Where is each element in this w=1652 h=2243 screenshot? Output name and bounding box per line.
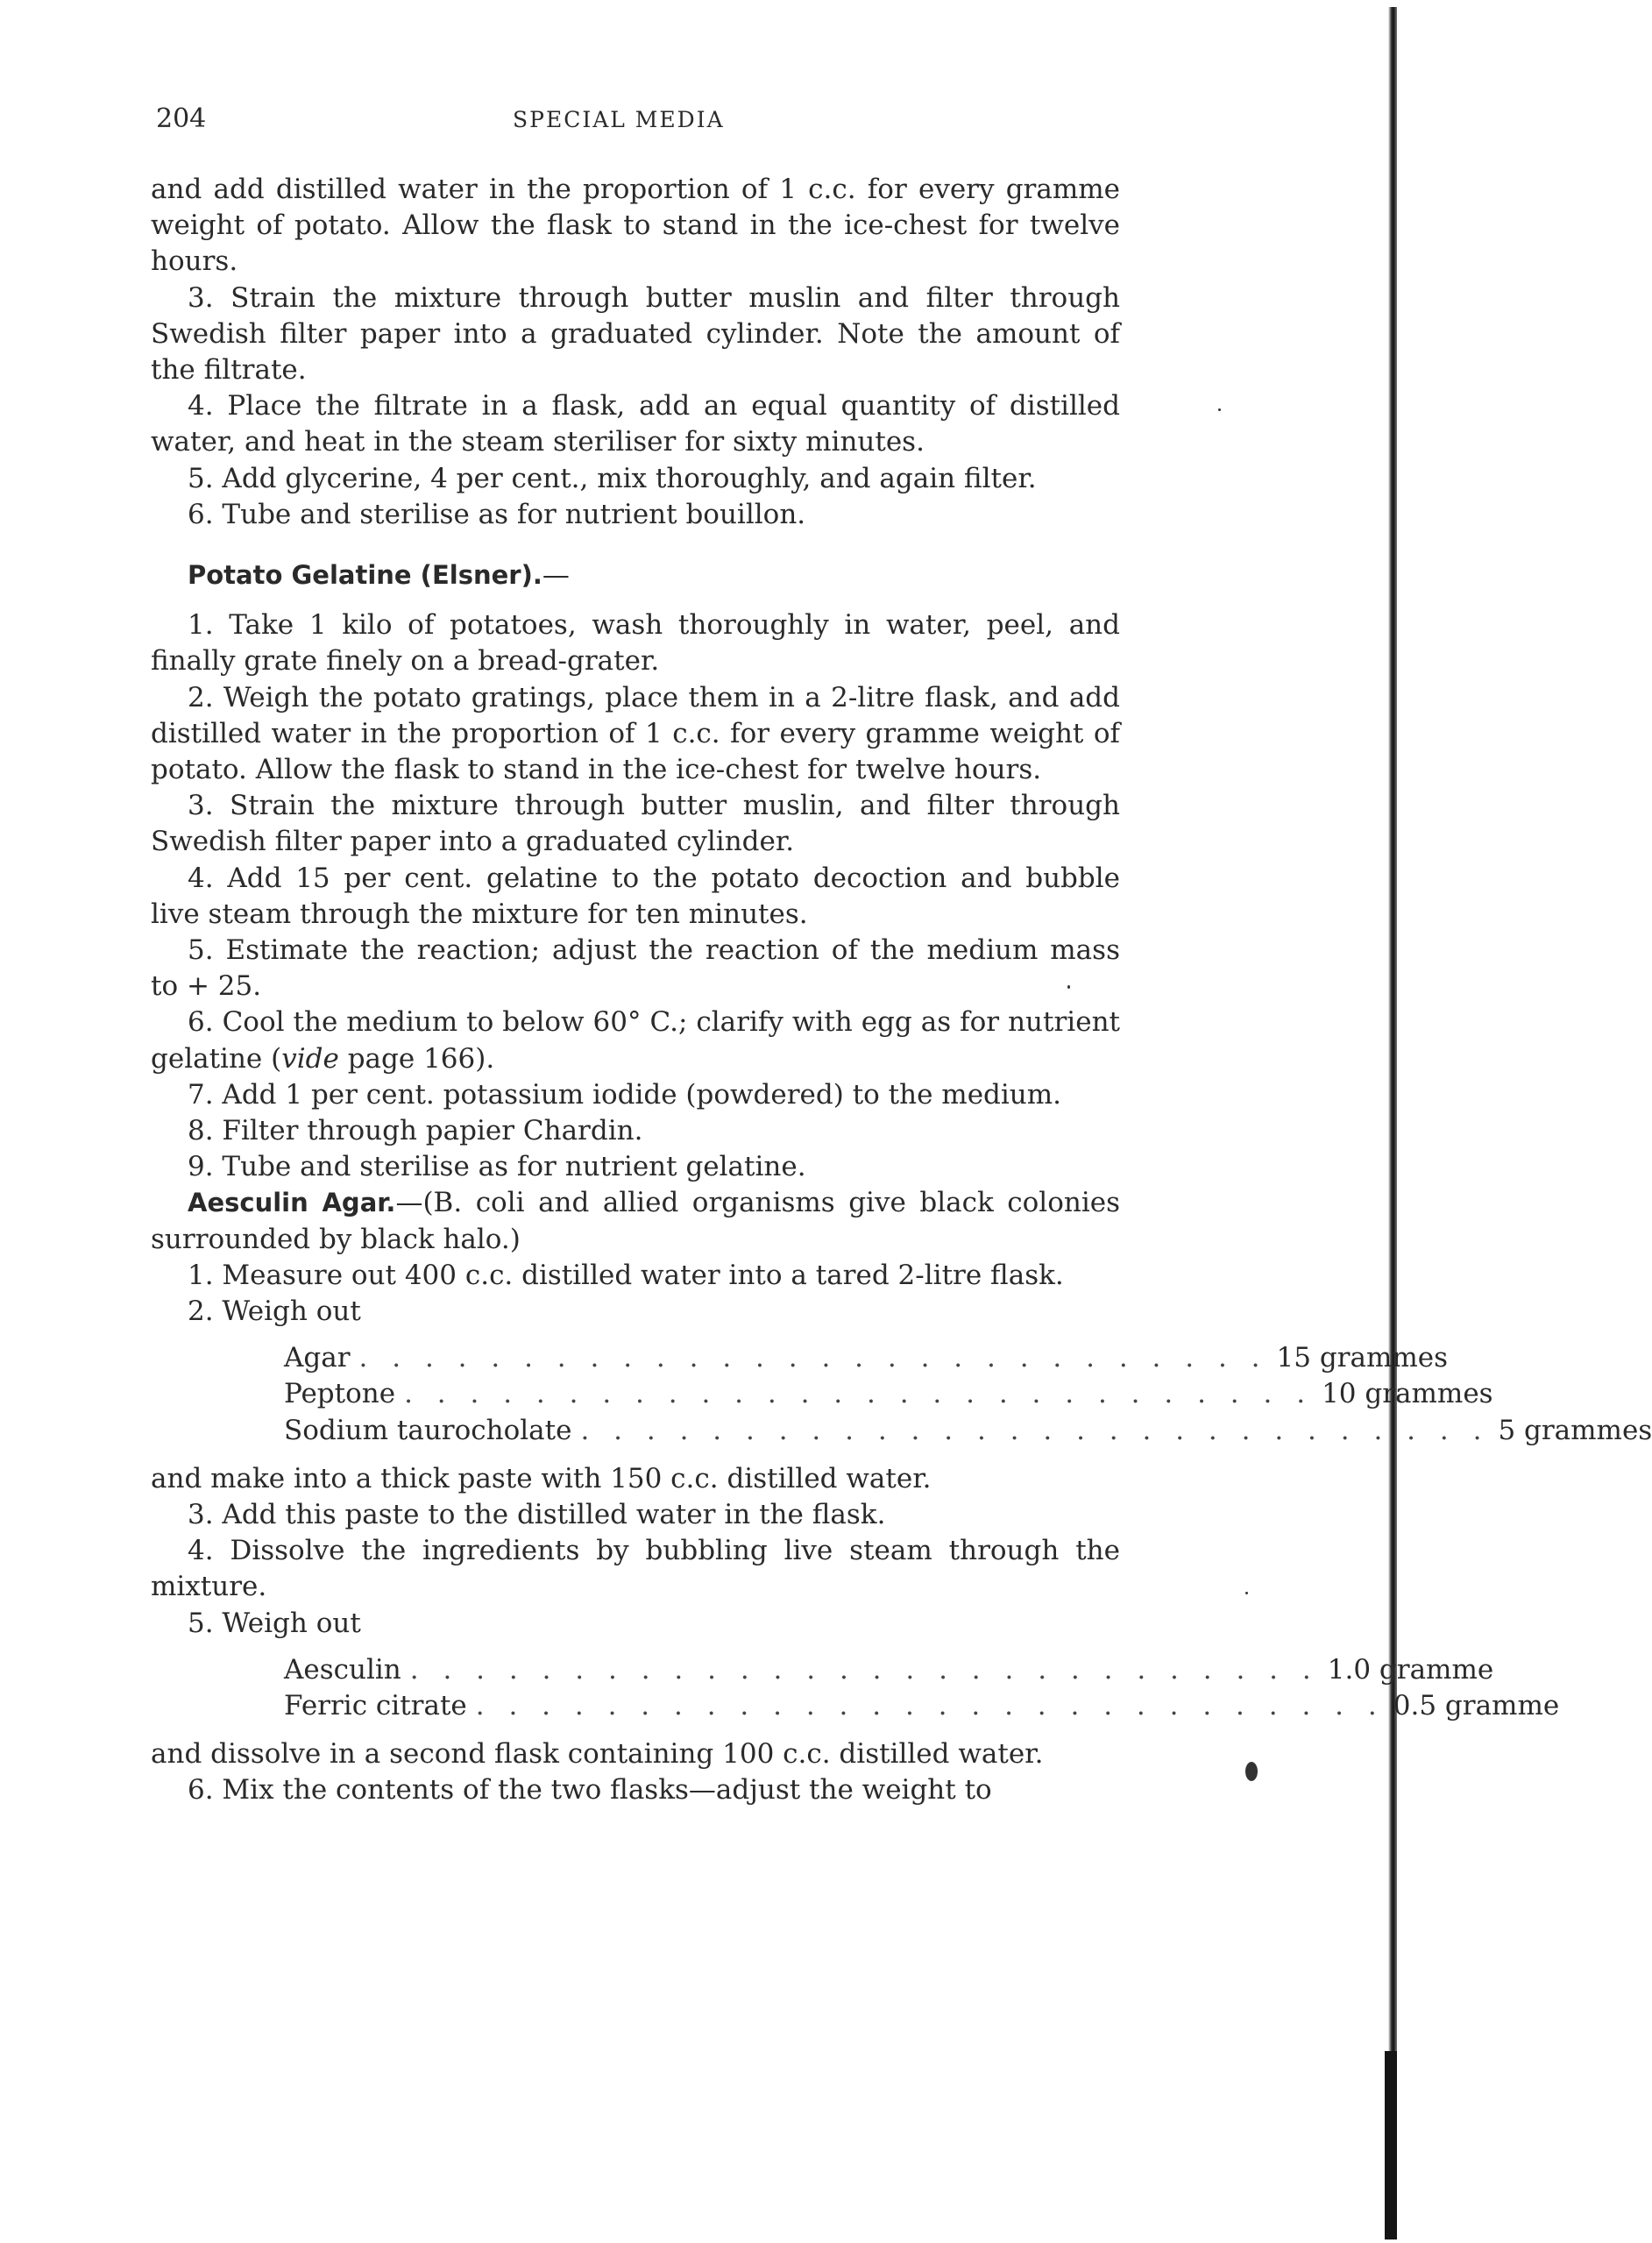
potato-gelatine-heading: Potato Gelatine (Elsner). xyxy=(188,560,542,591)
running-title: SPECIAL MEDIA xyxy=(513,107,725,132)
ingredients-list-2 xyxy=(284,1652,1560,1724)
ink-blot xyxy=(1245,1762,1258,1781)
ingredient-quantity: 1.0 gramme xyxy=(1327,1653,1494,1686)
ingredient-name: Peptone xyxy=(284,1378,396,1410)
potato-step-5: 5. Estimate the reaction; adjust the reaction of the medium mass to + 25. xyxy=(151,934,1120,1003)
paragraph-continued: and add distilled water in the proportion of 1 c.c. for every gramme weight of potato. Allow the flask to stand in the ice-chest for twelve hours. xyxy=(151,174,1120,278)
potato-gelatine-heading-line xyxy=(188,557,1120,593)
ingredient-row xyxy=(284,1413,1652,1449)
potato-step-3: 3. Strain the mixture through butter muslin, and filter through Swedish filter paper into a graduated cylinder. xyxy=(151,790,1120,858)
page-edge-shadow-lower xyxy=(1385,2051,1397,2239)
ingredient-name: Ferric citrate xyxy=(284,1690,467,1722)
ingredient-quantity: 15 grammes xyxy=(1276,1342,1449,1374)
aesculin-step-5: 5. Weigh out xyxy=(188,1607,361,1639)
leader-dots: . . . . . . . . . . . . . . . . . . . . . . . . . . . . xyxy=(404,1378,1314,1410)
heading-dash: — xyxy=(542,559,570,592)
ink-speck xyxy=(1067,985,1070,989)
ingredients-list-1 xyxy=(284,1340,1652,1449)
body-text xyxy=(151,172,1652,1809)
potato-step-6 xyxy=(151,1004,1120,1076)
ingredient-row xyxy=(284,1376,1493,1412)
potato-step-1: 1. Take 1 kilo of potatoes, wash thoroughly in water, peel, and finally grate finely on a bread-grater. xyxy=(151,609,1120,678)
ingredient-name: Aesculin xyxy=(284,1653,401,1686)
potato-step-4: 4. Add 15 per cent. gelatine to the potato decoction and bubble live steam through the mixture for ten minutes. xyxy=(151,862,1120,930)
aesculin-step-4: 4. Dissolve the ingredients by bubbling live steam through the mixture. xyxy=(151,1535,1120,1603)
potato-step-6-after: page 166). xyxy=(338,1042,495,1075)
ingredient-row xyxy=(284,1688,1560,1724)
leader-dots: . . . . . . . . . . . . . . . . . . . . . . . . . . . . xyxy=(409,1653,1319,1686)
page-edge-shadow xyxy=(1388,7,1397,2238)
page-number: 204 xyxy=(156,103,207,134)
step-5: 5. Add glycerine, 4 per cent., mix thoroughly, and again filter. xyxy=(188,462,1037,494)
ingredient-row xyxy=(284,1652,1494,1688)
ink-speck xyxy=(1245,1592,1248,1594)
ingredient-name: Sodium taurocholate xyxy=(284,1414,572,1446)
potato-step-6-before: 6. Cool the medium to below 60° C.; clarify with egg as for nutrient gelatine ( xyxy=(151,1006,1120,1075)
page-header xyxy=(0,103,1421,138)
ingredient-name: Agar xyxy=(284,1342,351,1374)
leader-dots: . . . . . . . . . . . . . . . . . . . . . . . . . . . . xyxy=(580,1414,1490,1446)
ingredient-quantity: 0.5 gramme xyxy=(1393,1690,1560,1722)
potato-step-7: 7. Add 1 per cent. potassium iodide (powdered) to the medium. xyxy=(188,1078,1062,1111)
aesculin-agar-heading: Aesculin Agar. xyxy=(188,1188,396,1218)
ingredient-quantity: 5 grammes xyxy=(1498,1414,1652,1446)
potato-step-8: 8. Filter through papier Chardin. xyxy=(188,1115,643,1147)
ingredient-quantity: 10 grammes xyxy=(1322,1378,1493,1410)
potato-step-2: 2. Weigh the potato gratings, place them in a 2-litre flask, and add distilled water in the proportion of 1 c.c. for every gramme weight of potato. Allow the flask to stand in the ice-chest for twelve hours. xyxy=(151,681,1120,786)
step-3: 3. Strain the mixture through butter muslin and filter through Swedish filter paper into a graduated cylinder. Note the amount of the filtrate. xyxy=(151,281,1120,387)
aesculin-step-2: 2. Weigh out xyxy=(188,1295,361,1328)
step-6: 6. Tube and sterilise as for nutrient bouillon. xyxy=(188,498,806,530)
dissolve-instruction: and dissolve in a second flask containing 100 c.c. distilled water. xyxy=(151,1738,1044,1771)
step-4: 4. Place the filtrate in a flask, add an equal quantity of distilled water, and heat in the steam steriliser for sixty minutes. xyxy=(151,390,1120,458)
leader-dots: . . . . . . . . . . . . . . . . . . . . . . . . . . . . xyxy=(358,1342,1268,1374)
potato-step-9: 9. Tube and sterilise as for nutrient gelatine. xyxy=(188,1151,806,1183)
leader-dots: . . . . . . . . . . . . . . . . . . . . . . . . . . . . xyxy=(475,1690,1385,1722)
ingredient-row xyxy=(284,1340,1449,1376)
aesculin-step-3: 3. Add this paste to the distilled water in the flask. xyxy=(188,1499,886,1531)
aesculin-agar-intro xyxy=(151,1185,1120,1257)
aesculin-step-1: 1. Measure out 400 c.c. distilled water into a tared 2-litre flask. xyxy=(188,1259,1064,1291)
ink-speck xyxy=(1218,408,1221,411)
paste-instruction: and make into a thick paste with 150 c.c. distilled water. xyxy=(151,1462,932,1494)
aesculin-agar-note: —(B. coli and allied organisms give black colonies surrounded by black halo.) xyxy=(151,1187,1120,1255)
aesculin-step-6: 6. Mix the contents of the two flasks—adjust the weight to xyxy=(188,1774,992,1806)
vide-italic: vide xyxy=(281,1042,339,1075)
